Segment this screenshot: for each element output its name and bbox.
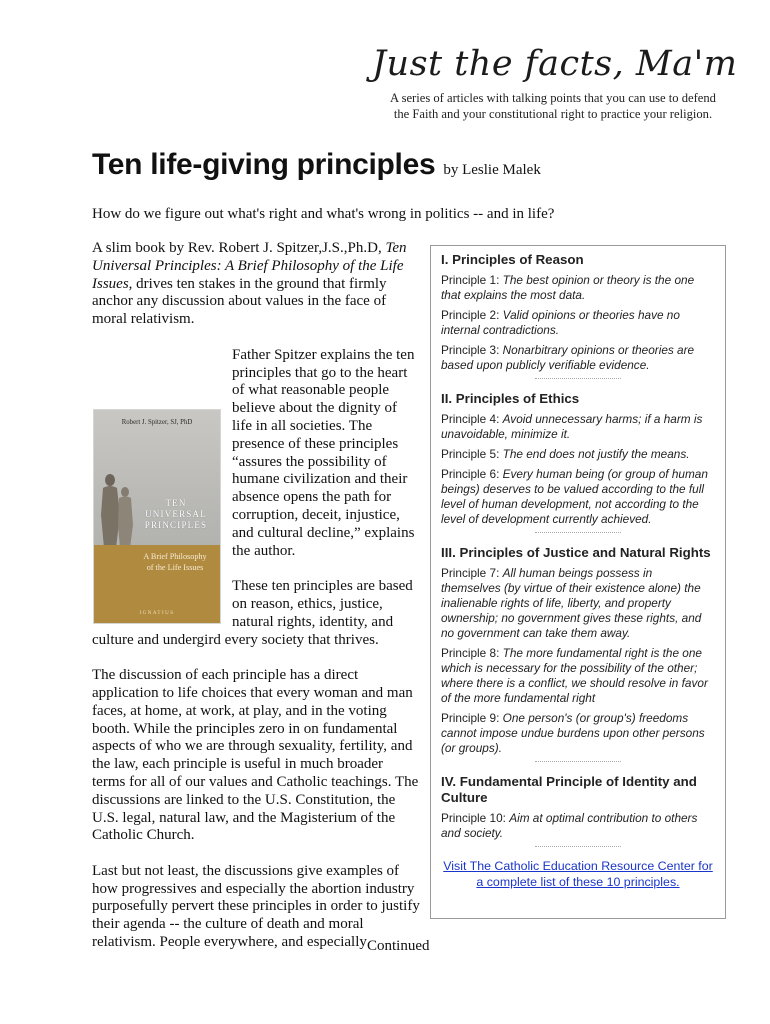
principle-label: Principle 2:: [441, 308, 503, 322]
principle-item: [441, 646, 715, 706]
principle-text: Nonarbitrary opinions or theories are based upon publicly verifiable evidence.: [441, 343, 695, 372]
book-cover-subtitle-line1: A Brief Philosophy: [143, 551, 207, 561]
section-heading: II. Principles of Ethics: [441, 391, 580, 406]
principle-item: [441, 273, 715, 303]
continued-label: Continued: [367, 938, 430, 954]
principle-label: Principle 4:: [441, 412, 503, 426]
book-cover-title: [134, 498, 218, 531]
principle-item: [441, 447, 715, 462]
sidebar-section-identity: [441, 774, 715, 847]
section-divider: [535, 532, 621, 533]
principle-text: The best opinion or theory is the one that explains the most data.: [441, 273, 695, 302]
section-heading: I. Principles of Reason: [441, 252, 584, 267]
principle-text: All human beings possess in themselves (by virtue of their existence alone) the inalienable rights of life, liberty, and property ownership; no government gives these rights, and no government can take them away.: [441, 566, 702, 640]
sidebar-section-justice: [441, 545, 715, 762]
principle-text: The more fundamental right is the one which is necessary for the possibility of the other; where there is a conflict, we should resolve in favor of the more fundamental right: [441, 646, 708, 705]
section-heading: IV. Fundamental Principle of Identity and Culture: [441, 774, 697, 805]
book-cover: [94, 410, 220, 623]
principle-item: [441, 412, 715, 442]
principle-label: Principle 3:: [441, 343, 503, 357]
principle-text: The end does not justify the means.: [502, 447, 690, 461]
book-cover-band: [94, 545, 220, 623]
sidebar-section-ethics: [441, 391, 715, 533]
principle-label: Principle 1:: [441, 273, 503, 287]
headline-byline: by Leslie Malek: [443, 162, 541, 178]
statue-illustration: [98, 470, 134, 550]
section-divider: [535, 378, 621, 379]
book-title-inline: Ten Universal Principles: A Brief Philosophy of the Life Issues: [92, 240, 407, 292]
lead-question: How do we figure out what's right and what's wrong in politics -- and in life?: [92, 206, 555, 222]
principle-item: [441, 467, 715, 527]
principle-label: Principle 8:: [441, 646, 503, 660]
book-cover-subtitle: [132, 551, 218, 573]
principle-item: [441, 343, 715, 373]
principle-item: [441, 308, 715, 338]
article-body: [92, 240, 420, 970]
masthead-subtitle-line1: A series of articles with talking points that you can use to defend: [390, 91, 716, 105]
catholic-education-link[interactable]: [441, 859, 715, 890]
article-paragraph-1: [92, 240, 420, 329]
principle-label: Principle 7:: [441, 566, 503, 580]
principle-item: [441, 711, 715, 756]
section-divider: [535, 846, 621, 847]
book-cover-publisher: IGNATIUS: [139, 610, 175, 616]
book-cover-author: Robert J. Spitzer, SJ, PhD: [121, 418, 193, 426]
masthead-title: Just the facts, Ma'm: [372, 44, 738, 84]
principle-label: Principle 5:: [441, 447, 503, 461]
principle-label: Principle 10:: [441, 811, 510, 825]
principle-text: Avoid unnecessary harms; if a harm is unavoidable, minimize it.: [441, 412, 703, 441]
sidebar-section-reason: [441, 252, 715, 379]
principle-item: [441, 811, 715, 841]
p1-intro: A slim book by Rev. Robert J. Spitzer,J.S.,Ph.D,: [92, 240, 386, 256]
masthead-subtitle: [388, 90, 718, 122]
link-line1: Visit The Catholic Education Resource Center for: [443, 859, 713, 873]
book-cover-title-line2: UNIVERSAL: [145, 508, 207, 519]
article-paragraph-3: These ten principles are based on reason, ethics, justice, natural rights, identity, and culture and undergird every society that thrives.: [92, 578, 413, 648]
link-line2: a complete list of these 10 principles.: [476, 874, 680, 889]
article-paragraph-5: Last but not least, the discussions give examples of how progressives and especially the abortion industry purposefully pervert these principles in order to justify their agenda -- the culture of death and moral relativism. People everywhere, and especially: [92, 862, 420, 951]
principle-text: One person's (or group's) freedoms cannot impose undue burdens upon other persons (or groups).: [441, 711, 705, 755]
book-cover-image: [92, 410, 222, 623]
masthead-title-wrap: [372, 44, 737, 84]
principle-label: Principle 6:: [441, 467, 503, 481]
p1-rest: , drives ten stakes in the ground that firmly anchor any discussion about values in the face of moral relativism.: [92, 275, 387, 328]
book-cover-title-line3: PRINCIPLES: [144, 519, 208, 530]
principle-text: Aim at optimal contribution to others and society.: [441, 811, 698, 840]
article-paragraph-4: The discussion of each principle has a direct application to life choices that every woman and man faces, at home, at work, at play, and in the voting booth. While the principles zero in on fundamental aspects of who we are through sexuality, fertility, and the law, each principle is useful in much broader terms for all of our values and Catholic teachings. The discussions are linked to the U.S. Constitution, the U.S. legal, natural law, and the Magisterium of the Catholic Church.: [92, 667, 419, 844]
section-heading: III. Principles of Justice and Natural Rights: [441, 545, 711, 560]
headline-title: Ten life-giving principles: [92, 148, 436, 181]
book-cover-subtitle-line2: of the Life Issues: [146, 562, 204, 572]
principle-item: [441, 566, 715, 641]
masthead-subtitle-line2: the Faith and your constitutional right to practice your religion.: [393, 107, 713, 121]
principle-text: Every human being (or group of human beings) deserves to be valued according to the full level of human development, not according to the level of development currently achieved.: [441, 467, 708, 526]
principles-sidebar: [430, 245, 726, 919]
article-paragraph-2: Father Spitzer explains the ten principles that go to the heart of what reasonable people believe about the dignity of life in all societies. The presence of these principles “assures the possibility of humane civilization and their absence opens the path for corruption, deceit, injustice, and cultural decline,” explains the author.: [232, 346, 415, 559]
principle-label: Principle 9:: [441, 711, 503, 725]
article-headline: [92, 148, 541, 182]
principle-text: Valid opinions or theories have no internal contradictions.: [441, 308, 680, 337]
section-divider: [535, 761, 621, 762]
book-cover-title-line1: TEN: [165, 497, 187, 508]
